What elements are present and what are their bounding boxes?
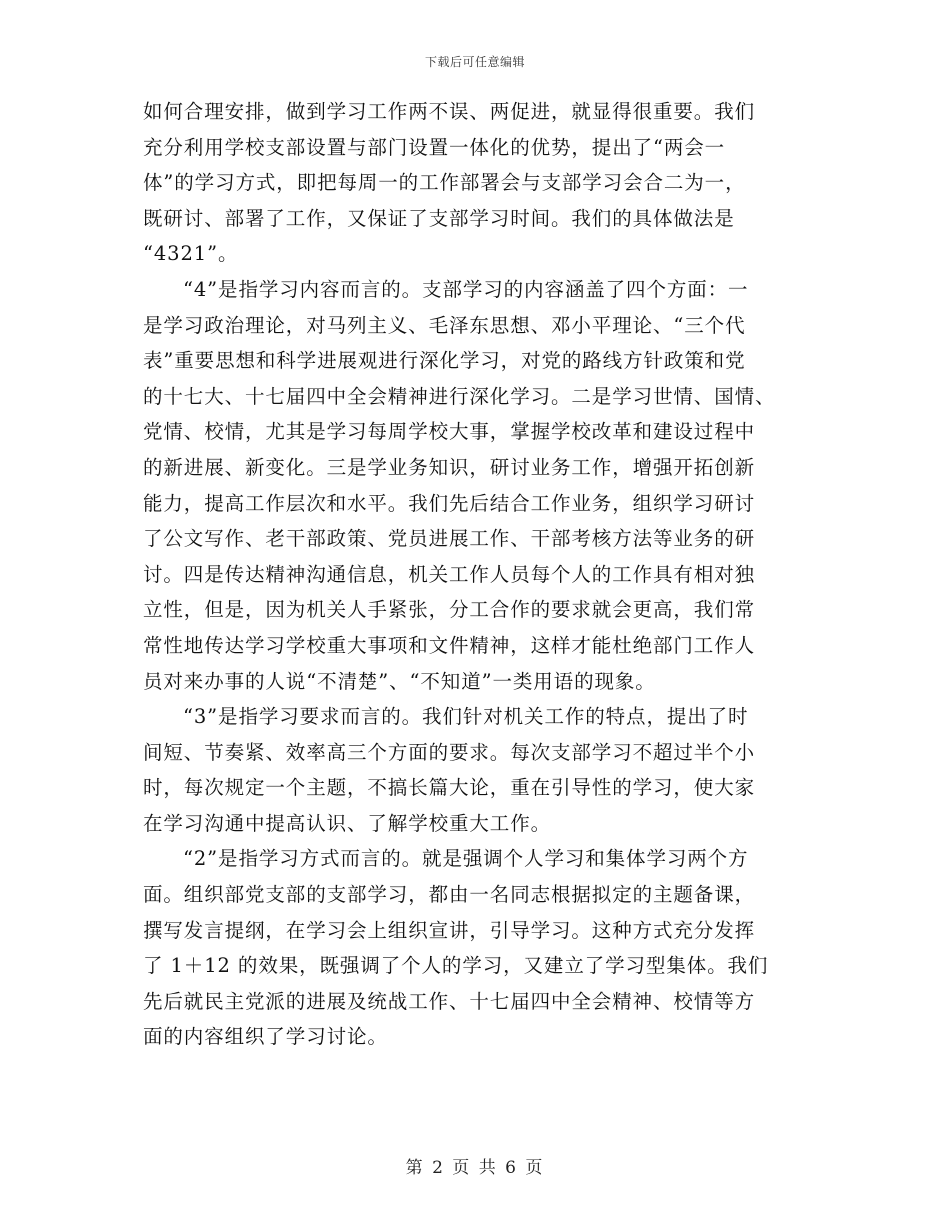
text-line: 先后就民主党派的进展及统战工作、十七届四中全会精神、校情等方: [143, 989, 756, 1013]
page-number-footer: 第 2 页 共 6 页: [405, 1158, 545, 1178]
text-line: 在学习沟通中提高认识、了解学校重大工作。: [143, 811, 552, 835]
text-line: 面的内容组织了学习讨论。: [143, 1025, 388, 1049]
text-line: 体”的学习方式，即把每周一的工作部署会与支部学习会合二为一，: [143, 171, 746, 195]
text-line: “4321”。: [143, 242, 239, 266]
paragraph-start-line: “2”是指学习方式而言的。就是强调个人学习和集体学习两个方: [183, 847, 749, 871]
document-body: [143, 94, 811, 1055]
text-line: 是学习政治理论，对马列主义、毛泽东思想、邓小平理论、“三个代: [143, 313, 746, 337]
text-line: 立性，但是，因为机关人手紧张，分工合作的要求就会更高，我们常: [143, 598, 756, 622]
text-line: 了公文写作、老干部政策、党员进展工作、干部考核方法等业务的研: [143, 527, 756, 551]
text-line: 充分利用学校支部设置与部门设置一体化的优势，提出了“两会一: [143, 135, 726, 159]
text-line: 员对来办事的人说“不清楚”、“不知道”一类用语的现象。: [143, 669, 656, 693]
paragraph-start-line: “3”是指学习要求而言的。我们针对机关工作的特点，提出了时: [183, 705, 749, 729]
text-line: 党情、校情，尤其是学习每周学校大事，掌握学校改革和建设过程中: [143, 420, 756, 444]
text-line: 撰写发言提纲，在学习会上组织宣讲，引导学习。这种方式充分发挥: [143, 918, 756, 942]
text-line: 如何合理安排，做到学习工作两不误、两促进，就显得很重要。我们: [143, 100, 756, 123]
text-line: 能力，提高工作层次和水平。我们先后结合工作业务，组织学习研讨: [143, 491, 756, 515]
text-line: 讨。四是传达精神沟通信息，机关工作人员每个人的工作具有相对独: [143, 562, 756, 586]
text-line: 时，每次规定一个主题，不搞长篇大论，重在引导性的学习，使大家: [143, 776, 756, 800]
text-line: 间短、节奏紧、效率高三个方面的要求。每次支部学习不超过半个小: [143, 740, 756, 764]
text-line: 的十七大、十七届四中全会精神进行深化学习。二是学习世情、国情、: [143, 384, 776, 408]
text-line: 既研讨、部署了工作，又保证了支部学习时间。我们的具体做法是: [143, 206, 735, 230]
paragraph-start-line: “4”是指学习内容而言的。支部学习的内容涵盖了四个方面：一: [183, 277, 749, 301]
text-line: 了 1＋12 的效果，既强调了个人的学习，又建立了学习型集体。我们: [143, 954, 769, 978]
text-line: 常性地传达学习学校重大事项和文件精神，这样才能杜绝部门工作人: [143, 633, 756, 657]
text-line: 表”重要思想和科学进展观进行深化学习，对党的路线方针政策和党: [143, 349, 746, 373]
text-line: 面。组织部党支部的支部学习，都由一名同志根据拟定的主题备课，: [143, 883, 756, 907]
text-line: 的新进展、新变化。三是学业务知识，研讨业务工作，增强开拓创新: [143, 455, 756, 479]
page-header-note: 下载后可任意编辑: [424, 55, 525, 69]
